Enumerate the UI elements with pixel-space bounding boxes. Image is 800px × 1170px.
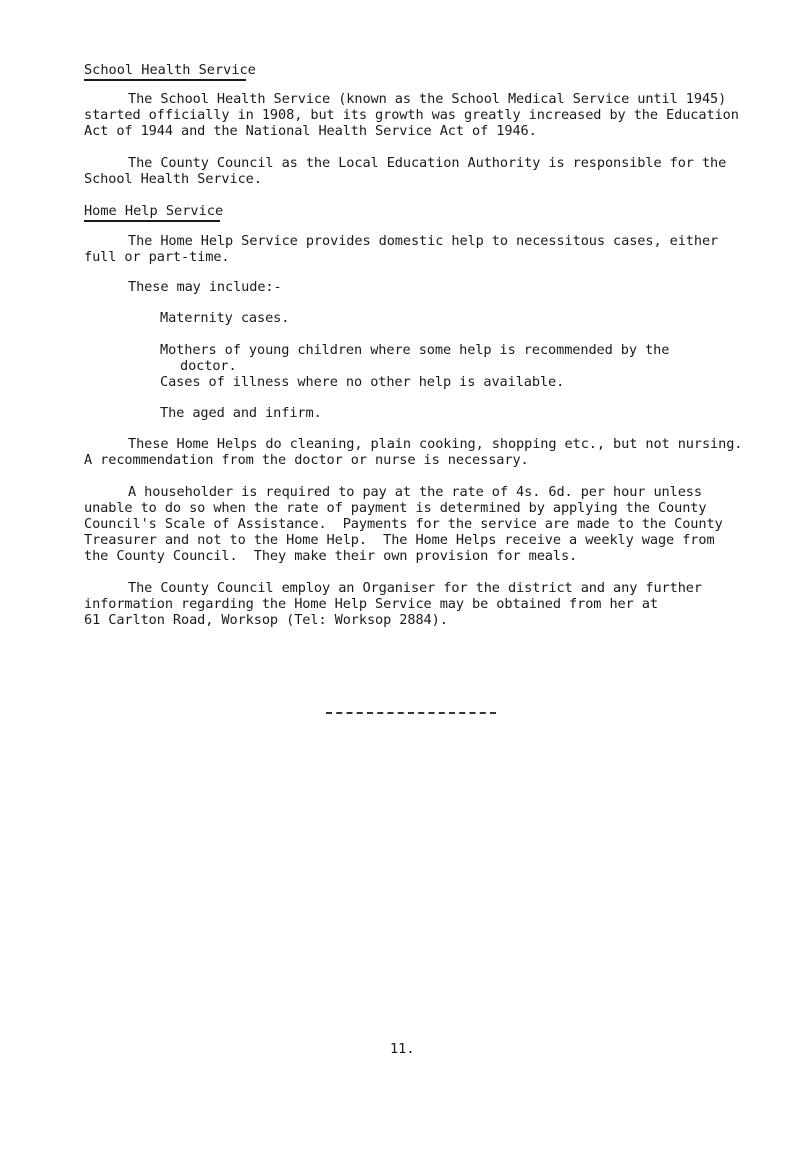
list-item: Cases of illness where no other help is available.	[160, 374, 565, 390]
paragraph-line: The School Health Service (known as the School Medical Service until 1945)	[128, 91, 727, 107]
paragraph-line: unable to do so when the rate of payment is determined by applying the County	[84, 500, 707, 516]
paragraph-line: A householder is required to pay at the rate of 4s. 6d. per hour unless	[128, 484, 702, 500]
paragraph-line: These may include:-	[128, 279, 282, 295]
paragraph-line: The Home Help Service provides domestic help to necessitous cases, either	[128, 233, 719, 249]
dashed-separator	[326, 712, 496, 714]
paragraph-line: full or part-time.	[84, 249, 230, 265]
section-heading-school-health: School Health Service	[84, 62, 256, 78]
list-item: Mothers of young children where some help is recommended by the	[160, 342, 670, 358]
list-item: Maternity cases.	[160, 310, 290, 326]
heading-underline	[84, 79, 246, 81]
paragraph-line: started officially in 1908, but its growth was greatly increased by the Education	[84, 107, 739, 123]
list-item: The aged and infirm.	[160, 405, 322, 421]
paragraph-line: information regarding the Home Help Service may be obtained from her at	[84, 596, 658, 612]
paragraph-line: Council's Scale of Assistance. Payments for the service are made to the County	[84, 516, 723, 532]
list-item-continuation: doctor.	[180, 358, 237, 374]
paragraph-line: The County Council employ an Organiser for the district and any further	[128, 580, 702, 596]
paragraph-line: Treasurer and not to the Home Help. The Home Helps receive a weekly wage from	[84, 532, 715, 548]
paragraph-line: The County Council as the Local Education Authority is responsible for the	[128, 155, 727, 171]
paragraph-line: 61 Carlton Road, Worksop (Tel: Worksop 2884).	[84, 612, 448, 628]
paragraph-line: These Home Helps do cleaning, plain cooking, shopping etc., but not nursing.	[128, 436, 743, 452]
page-number: 11.	[390, 1041, 415, 1057]
section-heading-home-help: Home Help Service	[84, 203, 224, 219]
paragraph-line: School Health Service.	[84, 171, 262, 187]
paragraph-line: the County Council. They make their own provision for meals.	[84, 548, 578, 564]
paragraph-line: A recommendation from the doctor or nurse is necessary.	[84, 452, 529, 468]
heading-underline	[84, 220, 220, 222]
paragraph-line: Act of 1944 and the National Health Service Act of 1946.	[84, 123, 537, 139]
